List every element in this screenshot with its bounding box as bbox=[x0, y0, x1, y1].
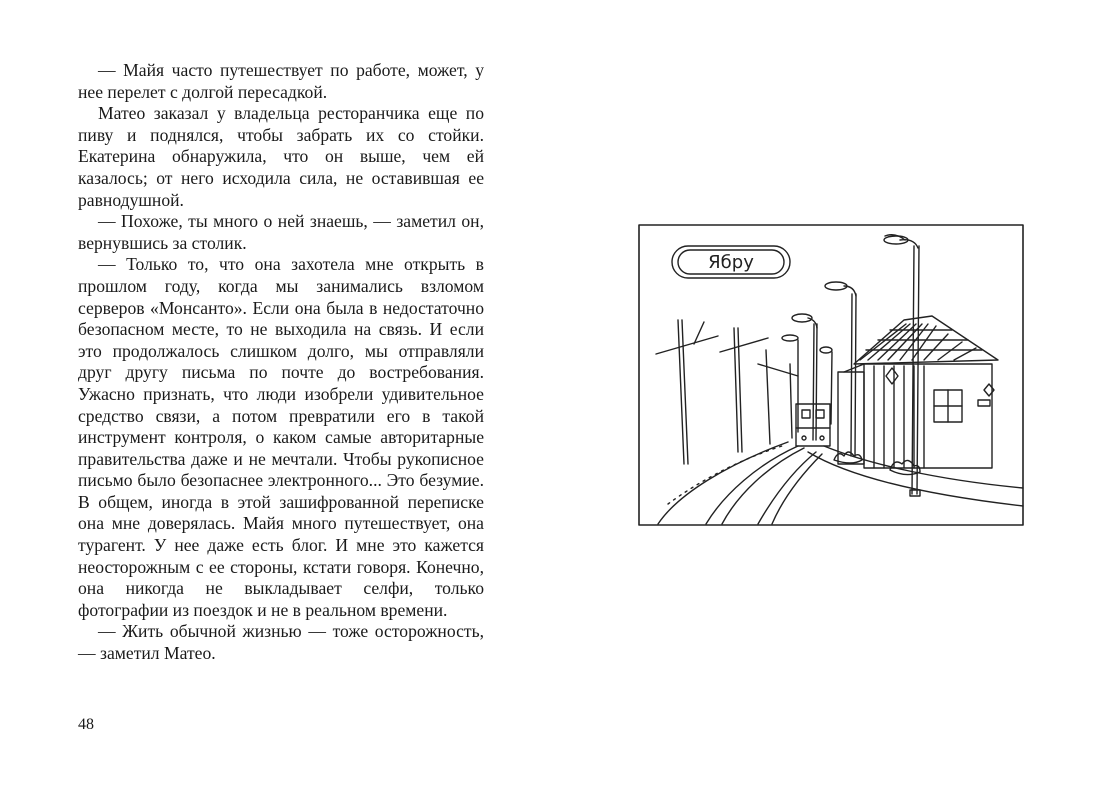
station-illustration bbox=[638, 224, 1024, 526]
paragraph-2: Матео заказал у владельца ресторанчика еще по пиву и поднялся, чтобы забрать их со стойки. Екатерина обнаружила, что он выше, чем ей казалось; от него исходила сила, не оставившая ее равнодушной. bbox=[78, 103, 484, 210]
platform-lamps bbox=[782, 235, 920, 496]
distant-poles bbox=[656, 320, 798, 464]
station-sign-text: Ябру bbox=[708, 252, 754, 273]
page-number: 48 bbox=[78, 716, 94, 733]
station-sign bbox=[672, 246, 790, 278]
paragraph-1: — Майя часто путешествует по работе, может, у нее перелет с долгой пересадкой. bbox=[78, 60, 484, 102]
text-column bbox=[78, 60, 484, 665]
paragraph-4: — Только то, что она захотела мне открыть в прошлом году, когда мы занимались взломом серверов «Монсанто». Если она была в недостаточно безопасном месте, то не выходила на связь. И если это продолжалось слишком долго, мы отправляли друг другу письма по почте до востребования. Ужасно признать, что люди изобрели удивительное средство связи, а потом превратили его в такой инструмент контроля, о каком самые авторитарные правительства даже и не мечтали. Чтобы рукописное письмо было безопаснее электронного... Это безумие. В общем, иногда в этой зашифрованной переписке она мне доверялась. Майя много путешествует, она турагент. У нее даже есть блог. И мне это кажется неосторожным с ее стороны, кстати говоря. Конечно, она никогда не выкладывает селфи, только фотографии из поездок и не в реальном времени. bbox=[78, 254, 484, 620]
paragraph-5: — Жить обычной жизнью — тоже осторожность, — заметил Матео. bbox=[78, 621, 484, 664]
paragraph-3: — Похоже, ты много о ней знаешь, — заметил он, вернувшись за столик. bbox=[78, 211, 484, 253]
